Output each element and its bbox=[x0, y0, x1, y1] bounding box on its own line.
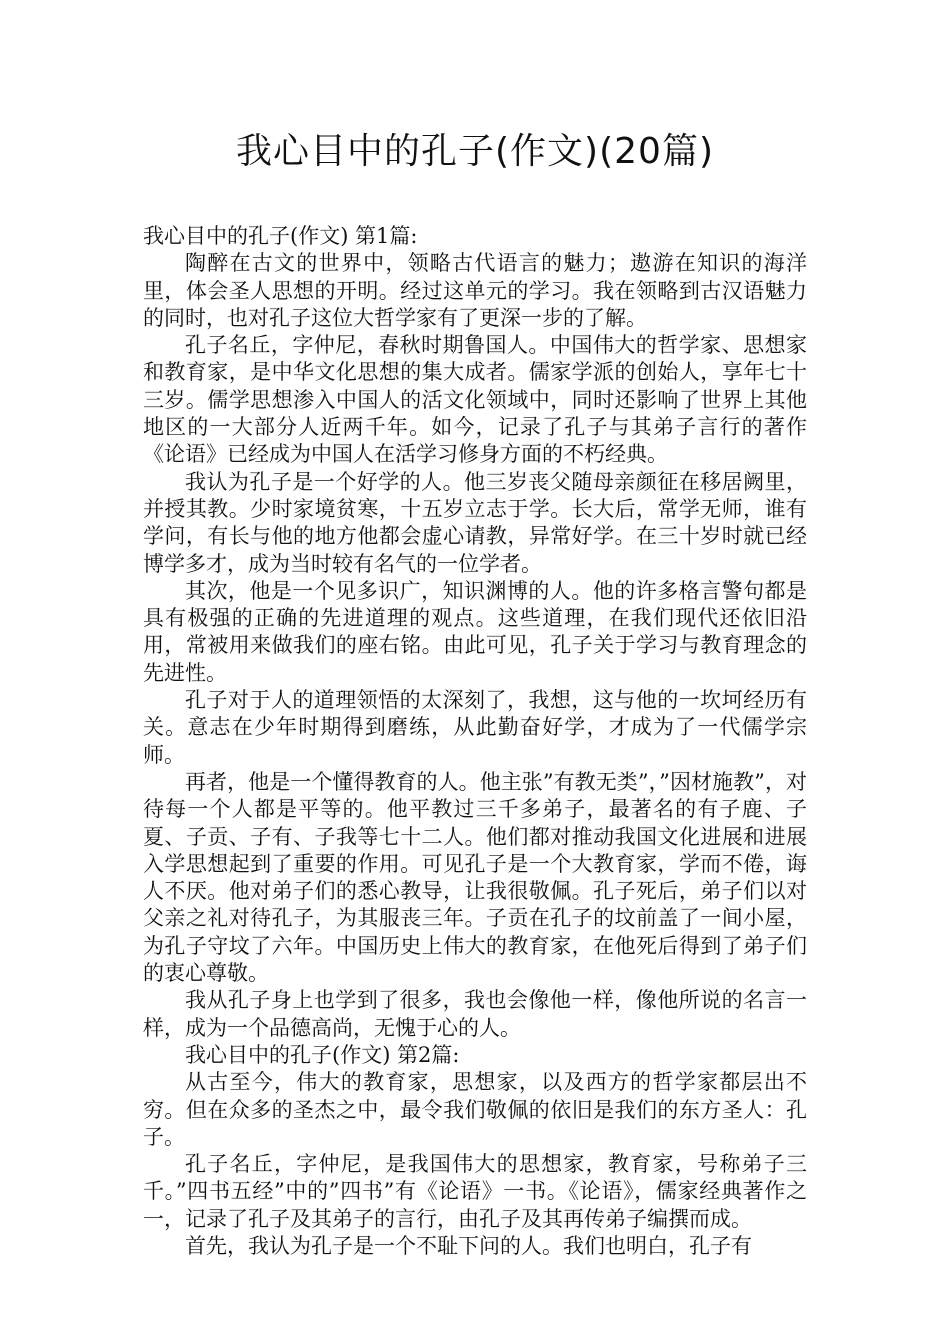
paragraph: 孔子名丘，字仲尼，春秋时期鲁国人。中国伟大的哲学家、思想家和教育家，是中华文化思想的集大成者。儒家学派的创始人，享年七十三岁。儒学思想渗入中国人的活文化领域中，同时还影响了世界上其他地区的一大部分人近两千年。如今，记录了孔子与其弟子言行的著作《论语》已经成为中国人在活学习修身方面的不朽经典。 bbox=[143, 333, 807, 467]
paragraph: 再者，他是一个懂得教育的人。他主张”有教无类”，”因材施教”，对待每一个人都是平等的。他平教过三千多弟子，最著名的有子鹿、子夏、子贡、子有、子我等七十二人。他们都对推动我国文化进展和进展入学思想起到了重要的作用。可见孔子是一个大教育家，学而不倦，诲人不厌。他对弟子们的悉心教导，让我很敬佩。孔子死后，弟子们以对父亲之礼对待孔子，为其服丧三年。子贡在孔子的坟前盖了一间小屋，为孔子守坟了六年。中国历史上伟大的教育家，在他死后得到了弟子们的衷心尊敬。 bbox=[143, 769, 807, 986]
paragraph: 陶醉在古文的世界中，领略古代语言的魅力；遨游在知识的海洋里，体会圣人思想的开明。经过这单元的学习。我在领略到古汉语魅力的同时，也对孔子这位大哲学家有了更深一步的了解。 bbox=[143, 251, 807, 330]
paragraph: 其次，他是一个见多识广，知识渊博的人。他的许多格言警句都是具有极强的正确的先进道理的观点。这些道理，在我们现代还依旧沿用，常被用来做我们的座右铭。由此可见，孔子关于学习与教育理念的先进性。 bbox=[143, 578, 807, 685]
paragraph: 我认为孔子是一个好学的人。他三岁丧父随母亲颜征在移居阙里，并授其教。少时家境贫寒，十五岁立志于学。长大后，常学无师，谁有学问，有长与他的地方他都会虚心请教，异常好学。在三十岁时就已经博学多才，成为当时较有名气的一位学者。 bbox=[143, 469, 807, 576]
paragraph: 孔子对于人的道理领悟的太深刻了，我想，这与他的一坎坷经历有关。意志在少年时期得到磨练，从此勤奋好学，才成为了一代儒学宗师。 bbox=[143, 688, 807, 767]
document-body bbox=[143, 223, 807, 1260]
paragraph: 从古至今，伟大的教育家，思想家，以及西方的哲学家都层出不穷。但在众多的圣杰之中，最令我们敬佩的依旧是我们的东方圣人：孔子。 bbox=[143, 1070, 807, 1149]
essay-heading-2: 我心目中的孔子(作文) 第2篇: bbox=[185, 1042, 460, 1067]
paragraph: 我从孔子身上也学到了很多，我也会像他一样，像他所说的名言一样，成为一个品德高尚，无愧于心的人。 bbox=[143, 988, 807, 1040]
essay-heading-1: 我心目中的孔子(作文) 第1篇: bbox=[143, 224, 418, 248]
document-title: 我心目中的孔子(作文)(20篇) bbox=[236, 131, 714, 172]
paragraph: 首先，我认为孔子是一个不耻下问的人。我们也明白，孔子有 bbox=[185, 1233, 752, 1258]
paragraph: 孔子名丘，字仲尼，是我国伟大的思想家，教育家，号称弟子三千。”四书五经”中的”四书”有《论语》一书。《论语》，儒家经典著作之一，记录了孔子及其弟子的言行，由孔子及其再传弟子编撰而成。 bbox=[143, 1152, 807, 1231]
